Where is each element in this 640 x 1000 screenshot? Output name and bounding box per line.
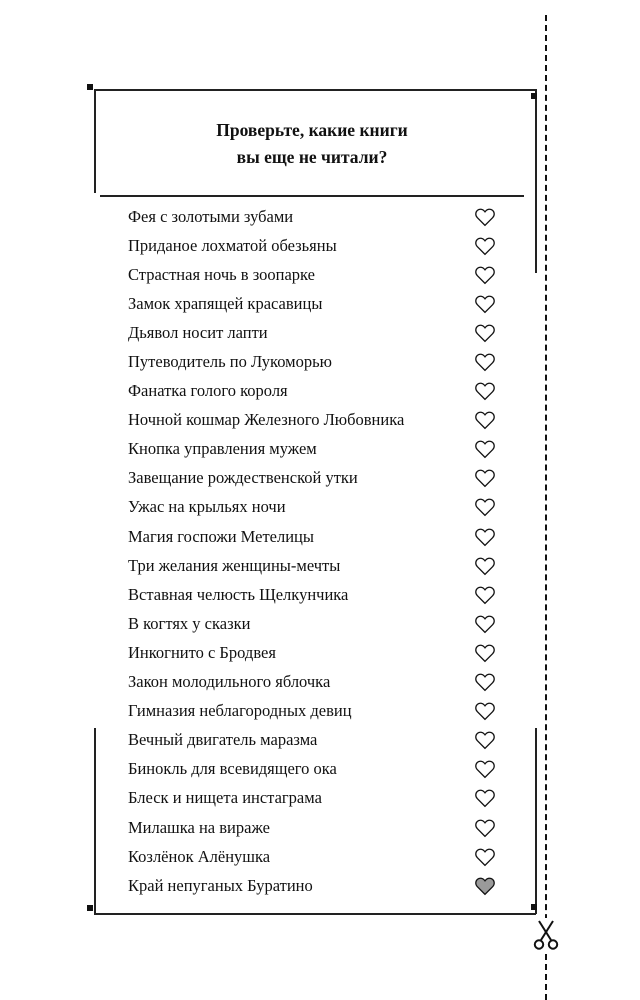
book-list-item xyxy=(128,318,508,347)
book-list-item xyxy=(128,784,508,813)
book-title: Завещание рождественской утки xyxy=(128,468,358,488)
heart-outline-icon[interactable] xyxy=(474,236,496,256)
book-title: Милашка на вираже xyxy=(128,817,270,837)
book-title: Путеводитель по Лукоморью xyxy=(128,352,332,372)
book-title: Ужас на крыльях ночи xyxy=(128,497,286,517)
book-title: Инкогнито с Бродвея xyxy=(128,642,276,662)
heart-outline-icon[interactable] xyxy=(474,701,496,721)
book-list-item xyxy=(128,726,508,755)
book-list-item xyxy=(128,668,508,697)
frame-right-border-lower xyxy=(535,728,537,914)
book-title: Магия госпожи Метелицы xyxy=(128,526,314,546)
book-title: Гимназия неблагородных девиц xyxy=(128,701,352,721)
heart-outline-icon[interactable] xyxy=(474,265,496,285)
heart-outline-icon[interactable] xyxy=(474,788,496,808)
book-list-item xyxy=(128,260,508,289)
frame-right-border-upper xyxy=(535,89,537,273)
book-title: Козлёнок Алёнушка xyxy=(128,846,271,866)
book-title: Дьявол носит лапти xyxy=(128,322,268,342)
heart-outline-icon[interactable] xyxy=(474,585,496,605)
heart-outline-icon[interactable] xyxy=(474,847,496,867)
heart-filled-icon[interactable] xyxy=(474,876,496,896)
book-list-item xyxy=(128,464,508,493)
book-title: Ночной кошмар Железного Любовника xyxy=(128,410,405,430)
book-list-item xyxy=(128,551,508,580)
heart-outline-icon[interactable] xyxy=(474,527,496,547)
heart-outline-icon[interactable] xyxy=(474,614,496,634)
scissors-icon xyxy=(532,918,560,952)
heart-outline-icon[interactable] xyxy=(474,672,496,692)
book-list-item xyxy=(128,406,508,435)
book-title: Блеск и нищета инстаграма xyxy=(128,788,322,808)
book-list-item xyxy=(128,609,508,638)
frame-left-border-lower xyxy=(94,728,96,914)
book-title: Страстная ночь в зоопарке xyxy=(128,264,315,284)
book-list-item xyxy=(128,638,508,667)
title-divider xyxy=(100,195,524,197)
frame-top-border xyxy=(94,89,536,91)
page-title-line-1: Проверьте, какие книги xyxy=(216,120,408,140)
book-checklist xyxy=(128,202,508,900)
book-title: Фея с золотыми зубами xyxy=(128,206,294,226)
book-list-item xyxy=(128,697,508,726)
book-title: Закон молодильного яблочка xyxy=(128,672,331,692)
frame-left-border-upper xyxy=(94,89,96,193)
heart-outline-icon[interactable] xyxy=(474,381,496,401)
heart-outline-icon[interactable] xyxy=(474,439,496,459)
book-title: Вставная челюсть Щелкунчика xyxy=(128,584,349,604)
page-title-line-2: вы еще не читали? xyxy=(236,147,388,167)
heart-outline-icon[interactable] xyxy=(474,468,496,488)
heart-outline-icon[interactable] xyxy=(474,497,496,517)
frame-corner-bottom-right xyxy=(531,904,537,910)
dashed-cut-line xyxy=(545,15,547,1000)
book-title: Приданое лохматой обезьяны xyxy=(128,235,337,255)
book-list-item xyxy=(128,347,508,376)
page-title xyxy=(100,117,524,171)
book-title: Вечный двигатель маразма xyxy=(128,730,318,750)
heart-outline-icon[interactable] xyxy=(474,352,496,372)
frame-bottom-border xyxy=(94,913,536,915)
frame-corner-top-left xyxy=(87,84,93,90)
book-list-item xyxy=(128,289,508,318)
heart-outline-icon[interactable] xyxy=(474,556,496,576)
book-list-item xyxy=(128,580,508,609)
book-title: Три желания женщины-мечты xyxy=(128,555,341,575)
book-list-item xyxy=(128,755,508,784)
heart-outline-icon[interactable] xyxy=(474,294,496,314)
heart-outline-icon[interactable] xyxy=(474,818,496,838)
heart-outline-icon[interactable] xyxy=(474,323,496,343)
book-title: Кнопка управления мужем xyxy=(128,439,317,459)
book-title: Фанатка голого короля xyxy=(128,381,288,401)
heart-outline-icon[interactable] xyxy=(474,410,496,430)
heart-outline-icon[interactable] xyxy=(474,207,496,227)
book-title: Замок храпящей красавицы xyxy=(128,293,323,313)
book-list-item xyxy=(128,435,508,464)
book-list-item xyxy=(128,377,508,406)
frame-corner-top-right xyxy=(531,93,537,99)
heart-outline-icon[interactable] xyxy=(474,759,496,779)
book-list-item xyxy=(128,842,508,871)
book-title: Край непуганых Буратино xyxy=(128,875,313,895)
book-list-item xyxy=(128,493,508,522)
heart-outline-icon[interactable] xyxy=(474,730,496,750)
book-list-item xyxy=(128,202,508,231)
book-title: В когтях у сказки xyxy=(128,613,251,633)
frame-corner-bottom-left xyxy=(87,905,93,911)
book-list-item xyxy=(128,231,508,260)
book-title: Бинокль для всевидящего ока xyxy=(128,759,337,779)
book-list-item xyxy=(128,813,508,842)
heart-outline-icon[interactable] xyxy=(474,643,496,663)
book-list-item xyxy=(128,871,508,900)
book-list-item xyxy=(128,522,508,551)
